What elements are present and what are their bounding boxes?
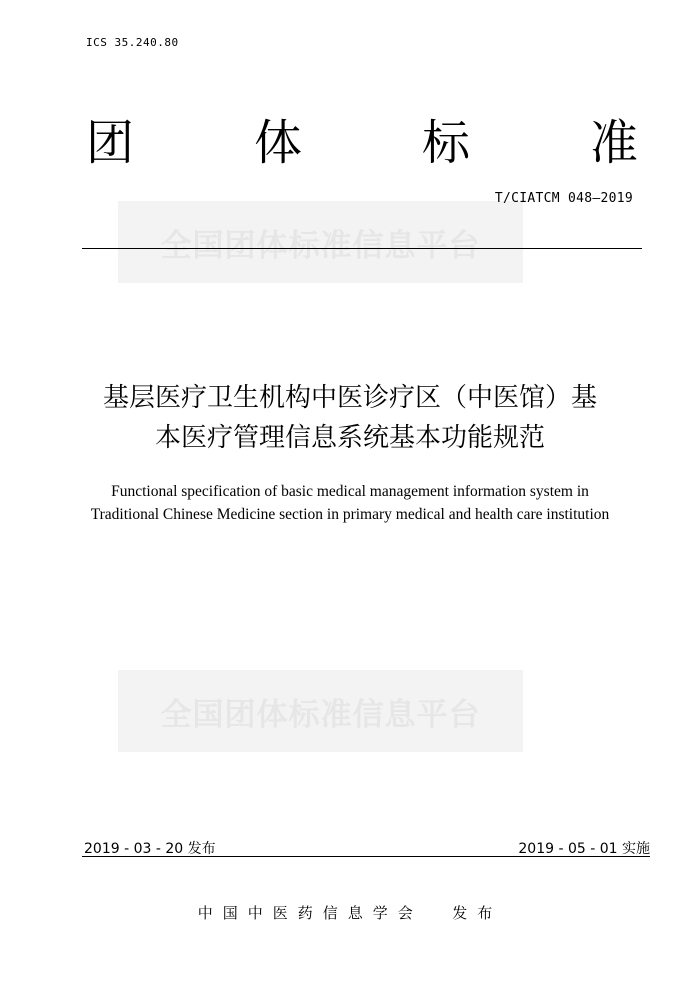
- english-title: [40, 480, 660, 526]
- category-char: 体: [253, 115, 302, 171]
- implementation-date: 2019 - 05 - 01 实施: [518, 841, 650, 857]
- header-divider: [82, 248, 642, 249]
- footer-divider: [82, 856, 650, 857]
- watermark-top: 全国团体标准信息平台: [118, 201, 523, 283]
- category-char: 标: [421, 115, 470, 171]
- chinese-title-line: 基层医疗卫生机构中医诊疗区（中医馆）基: [102, 383, 597, 413]
- watermark-bottom: 全国团体标准信息平台: [118, 670, 523, 752]
- issue-date: 2019 - 03 - 20 发布: [84, 841, 216, 857]
- english-title-line: Functional specification of basic medical management information system in: [111, 483, 589, 500]
- standard-number: T/CIATCM 048—2019: [494, 191, 633, 206]
- standard-category-title: [86, 108, 638, 178]
- category-char: 团: [86, 115, 135, 171]
- chinese-title-line: 本医疗管理信息系统基本功能规范: [154, 423, 545, 453]
- ics-code: ICS 35.240.80: [86, 36, 179, 49]
- category-char: 准: [589, 115, 638, 171]
- chinese-title: [40, 378, 660, 458]
- publisher: 中国中医药信息学会 发布: [197, 904, 503, 922]
- english-title-line: Traditional Chinese Medicine section in primary medical and health care institution: [90, 506, 610, 523]
